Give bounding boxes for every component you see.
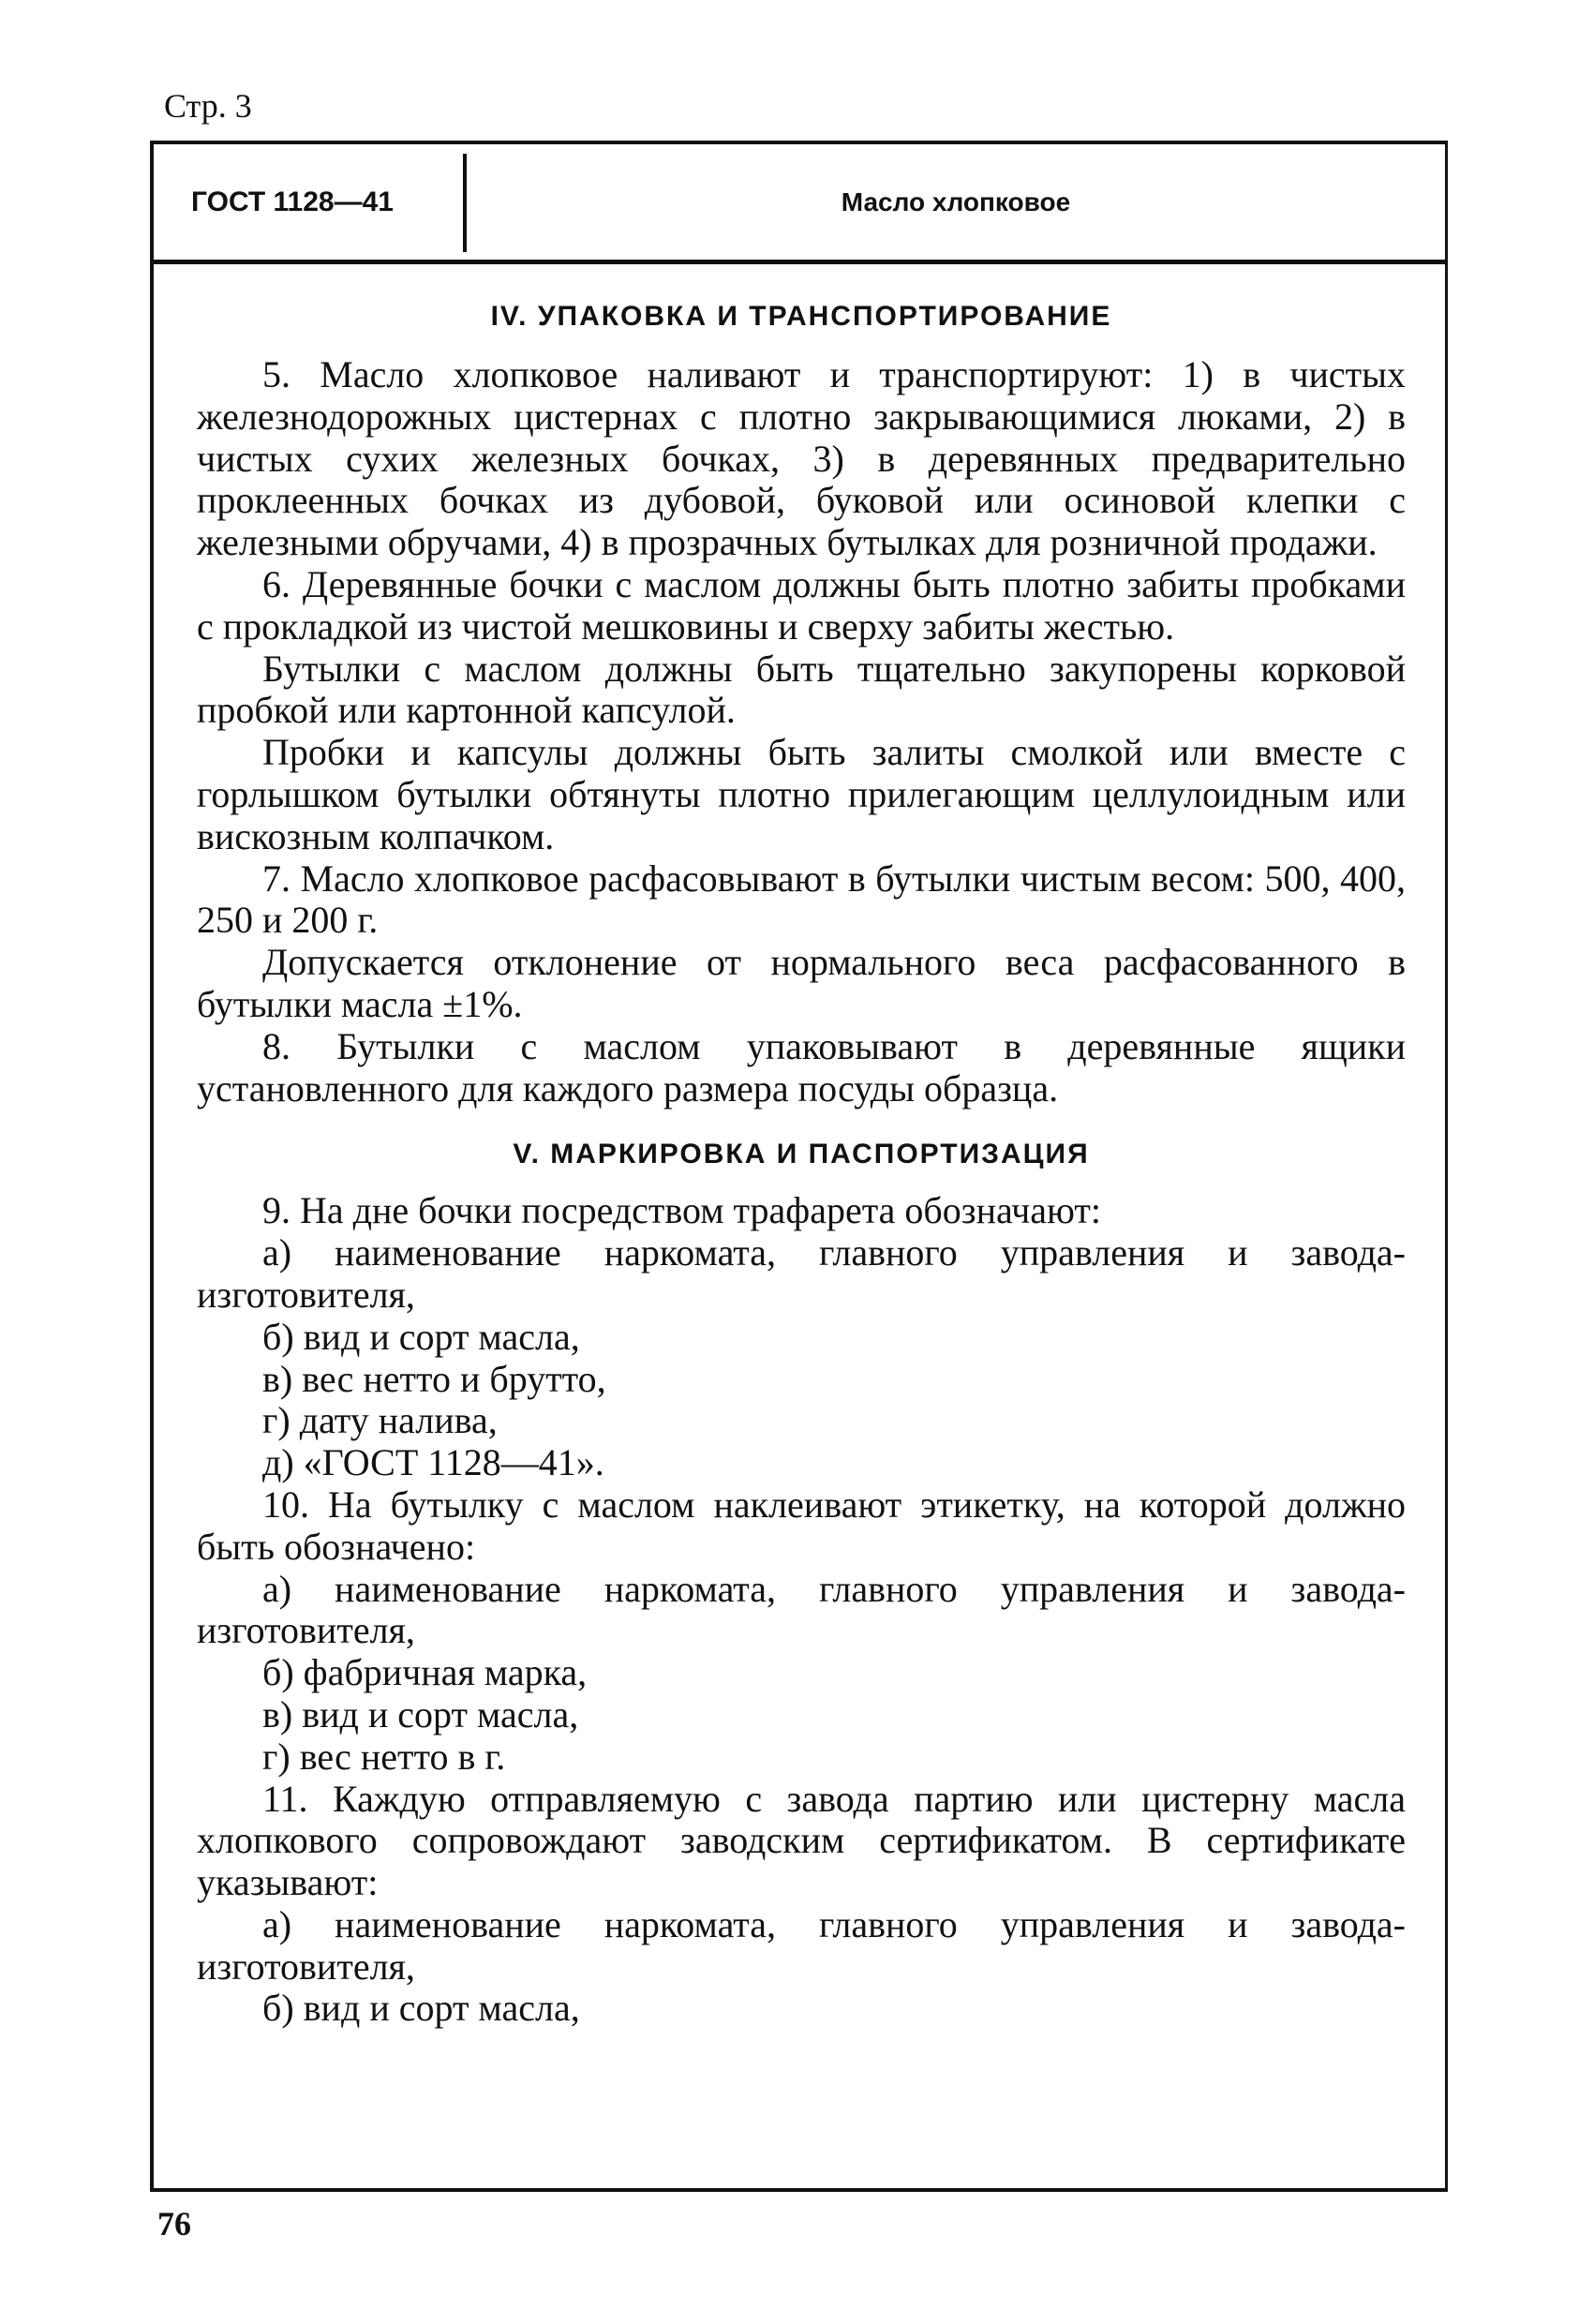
list-item: в) вид и сорт масла, bbox=[262, 1692, 579, 1736]
document-body bbox=[197, 272, 1406, 2030]
list-item: г) дату налива, bbox=[262, 1399, 498, 1442]
paragraph: 9. На дне бочки посредством трафарета обозначают: bbox=[262, 1189, 1101, 1232]
paragraph: Бутылки с маслом должны быть тщательно закупорены корковой пробкой или картонной капсулой. bbox=[197, 647, 1406, 732]
list-item: а) наименование наркомата, главного управления и завода-изготовителя, bbox=[197, 1567, 1406, 1652]
paragraph: 10. На бутылку с маслом наклеивают этикетку, на которой должно быть обозначено: bbox=[197, 1482, 1406, 1568]
list-item: г) вес нетто в г. bbox=[262, 1735, 506, 1778]
document-title: Масло хлопковое bbox=[841, 187, 1071, 216]
list-item: б) вид и сорт масла, bbox=[262, 1315, 580, 1358]
list-item: а) наименование наркомата, главного управления и завода-изготовителя, bbox=[197, 1902, 1406, 1988]
list-item: б) вид и сорт масла, bbox=[262, 1987, 580, 2030]
list-item: д) «ГОСТ 1128—41». bbox=[262, 1441, 604, 1484]
page-number: 76 bbox=[157, 2205, 191, 2242]
paragraph: 6. Деревянные бочки с маслом должны быть плотно забиты пробками с прокладкой из чистой мешковины и сверху забиты жестью. bbox=[197, 562, 1406, 648]
section-title-marking: V. МАРКИРОВКА И ПАСПОРТИЗАЦИЯ bbox=[513, 1139, 1090, 1170]
paragraph: Допускается отклонение от нормального веса расфасованного в бутылки масла ±1%. bbox=[197, 941, 1406, 1025]
document-header bbox=[154, 144, 1445, 264]
list-item: а) наименование наркомата, главного управления и завода-изготовителя, bbox=[197, 1231, 1406, 1316]
paragraph: 8. Бутылки с маслом упаковывают в деревянные ящики установленного для каждого размера посуды образца. bbox=[197, 1024, 1406, 1110]
paragraph: 11. Каждую отправляемую с завода партию или цистерну масла хлопкового сопровождают заводским сертификатом. В сертификате указывают: bbox=[197, 1777, 1406, 1904]
page-label: Стр. 3 bbox=[164, 87, 252, 125]
frame-bottom-rule bbox=[150, 2188, 1448, 2192]
standard-number: ГОСТ 1128—41 bbox=[191, 186, 394, 217]
paragraph: 7. Масло хлопковое расфасовывают в бутылки чистым весом: 500, 400, 250 и 200 г. bbox=[197, 857, 1406, 942]
paragraph: 5. Масло хлопковое наливают и транспортируют: 1) в чистых железнодорожных цистернах с плотно закрывающимися люками, 2) в чистых сухих железных бочках, 3) в деревянных предварительно проклеенных бочках из дубовой, буковой или осиновой клепки с железными обручами, 4) в прозрачных бутылках для розничной продажи. bbox=[197, 353, 1406, 564]
section-title-packaging: IV. УПАКОВКА И ТРАНСПОРТИРОВАНИЕ bbox=[490, 301, 1112, 332]
list-item: в) вес нетто и брутто, bbox=[262, 1357, 606, 1400]
list-item: б) фабричная марка, bbox=[262, 1651, 588, 1694]
paragraph: Пробки и капсулы должны быть залиты смолкой или вместе с горлышком бутылки обтянуты плотно прилегающим целлулоидным или вискозным колпачком. bbox=[197, 731, 1406, 857]
